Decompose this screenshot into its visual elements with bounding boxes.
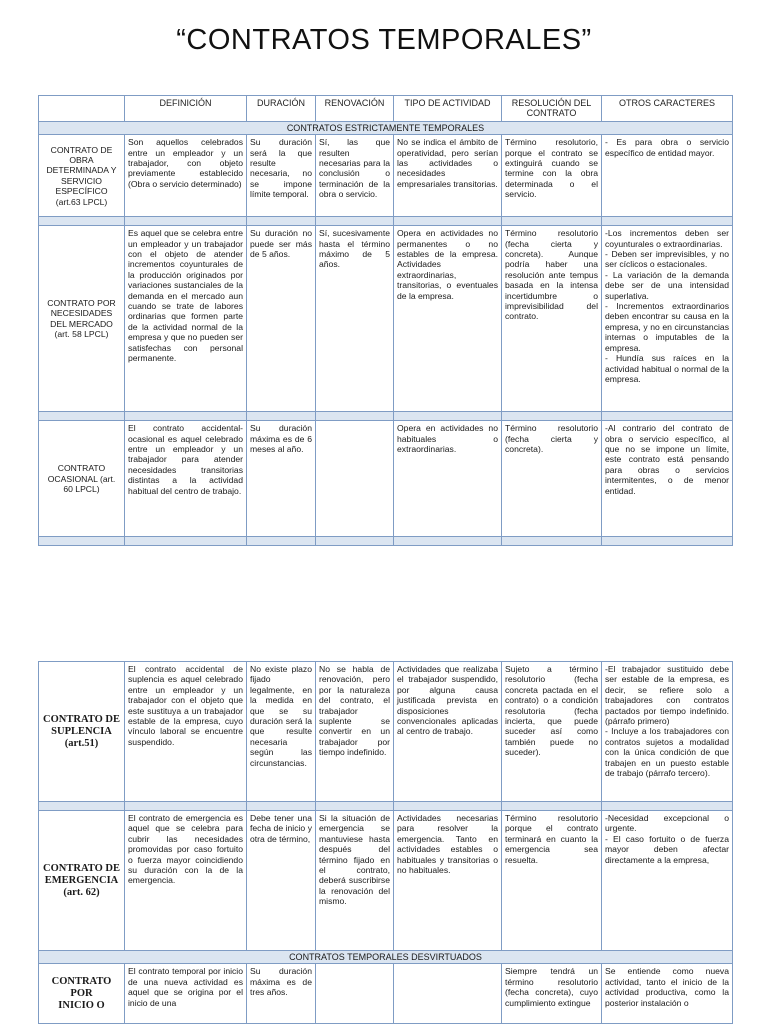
row-title-line2: (art. 62)	[63, 886, 100, 898]
cell-definicion: El contrato accidental de suplencia es aquel celebrado entre un empleador y un trabajador con el objeto que este sustituya a un trabajador estable de la empresa, cuyo vínculo laboral se encuentre suspendido.	[125, 662, 247, 802]
row-title-line1: CONTRATO DE SUPLENCIA	[43, 713, 120, 737]
header-duracion: DURACIÓN	[247, 96, 316, 122]
table-row	[39, 421, 733, 537]
header-definicion: DEFINICIÓN	[125, 96, 247, 122]
cell-duracion: No existe plazo fijado legalmente, en la medida en que se su duración será la que resulte necesaria según las circunstancias.	[247, 662, 316, 802]
table-row	[39, 811, 733, 951]
section-title: CONTRATOS ESTRICTAMENTE TEMPORALES	[39, 121, 733, 134]
row-title-line2: INICIO O	[58, 999, 105, 1011]
cell-otros: -Al contrario del contrato de obra o servicio específico, al que no se impone un límite, este contrato está pensando para obras o servicios intermitentes, o de menor entidad.	[602, 421, 733, 537]
cell-resolucion: Término resolutorio (fecha cierta y concreta). Aunque podría haber una resolución ante tempus basada en la intensa incertidumbre o imprevisibilidad del contrato.	[502, 226, 602, 412]
cell-duracion: Debe tener una fecha de inicio y otra de término,	[247, 811, 316, 951]
cell-renovacion: No se habla de renovación, pero por la naturaleza del contrato, el trabajador suplente se convertir en un trabajador por tiempo indefinido.	[316, 662, 394, 802]
header-otros: OTROS CARACTERES	[602, 96, 733, 122]
section-row-desvirtuados	[39, 951, 733, 964]
cell-definicion: Son aquellos celebrados entre un empleador y un trabajador, con objeto previamente establecido (Obra o servicio determinado)	[125, 135, 247, 217]
section-title: CONTRATOS TEMPORALES DESVIRTUADOS	[39, 951, 733, 964]
spacer-row	[39, 412, 733, 421]
table-row	[39, 135, 733, 217]
cell-duracion: Su duración máxima es de 6 meses al año.	[247, 421, 316, 537]
row-title	[39, 662, 125, 802]
header-row	[39, 96, 733, 122]
header-empty	[39, 96, 125, 122]
table-row	[39, 226, 733, 412]
row-title-line1: CONTRATO DE EMERGENCIA	[43, 862, 120, 886]
cell-duracion: Su duración máxima es de tres años.	[247, 964, 316, 1024]
header-renovacion: RENOVACIÓN	[316, 96, 394, 122]
cell-definicion: El contrato temporal por inicio de una nueva actividad es aquel que se origina por el inicio de una	[125, 964, 247, 1024]
row-title: CONTRATO DE OBRA DETERMINADA Y SERVICIO ESPECÍFICO (art.63 LPCL)	[39, 135, 125, 217]
cell-otros: -Los incrementos deben ser coyunturales o extraordinarias. - Deben ser imprevisibles, y no ser cíclicos o estacionales. - La variación de la demanda debe ser de una intensidad superlativa. - Incrementos extraordinarios deben encontrar su causa en la empresa, y no en circunstancias internas o imputables de la empresa. - Hundía sus raíces en la actividad habitual o normal de la empresa.	[602, 226, 733, 412]
page-title: “CONTRATOS TEMPORALES”	[176, 24, 592, 56]
cell-otros: -El trabajador sustituido debe ser estable de la empresa, es decir, se refiere solo a trabajadores con contratos pactados por tiempo indefinido. (párrafo primero) - Incluye a los trabajadores con contratos sujetos a modalidad con la única condición de que trabajen en un puesto estable de trabajo (párrafo tercero).	[602, 662, 733, 802]
cell-otros: Se entiende como nueva actividad, tanto el inicio de la actividad productiva, como la posterior instalación o	[602, 964, 733, 1024]
cell-renovacion: Si la situación de emergencia se mantuviese hasta después del término fijado en el contrato, deberá suscribirse la renovación del mismo.	[316, 811, 394, 951]
cell-resolucion: Término resolutorio, porque el contrato se extinguirá cuando se termine con la obra determinada o el servicio.	[502, 135, 602, 217]
cell-otros: -Necesidad excepcional o urgente. - El caso fortuito o de fuerza mayor deben afectar directamente a la empresa,	[602, 811, 733, 951]
cell-resolucion: Término resolutorio porque el contrato terminará en cuanto la emergencia sea resuelta.	[502, 811, 602, 951]
cell-otros: - Es para obra o servicio específico de entidad mayor.	[602, 135, 733, 217]
cell-actividad: Opera en actividades no habituales o extraordinarias.	[394, 421, 502, 537]
header-tipo-actividad: TIPO DE ACTIVIDAD	[394, 96, 502, 122]
cell-actividad: Actividades necesarias para resolver la emergencia. Tanto en actividades estables o habituales y transitorias o no habituales.	[394, 811, 502, 951]
cell-renovacion	[316, 964, 394, 1024]
cell-actividad: Opera en actividades no permanentes o no estables de la empresa. Actividades extraordinarias, transitorias, o eventuales de la empresa.	[394, 226, 502, 412]
cell-duracion: Su duración será la que resulte necesaria, no se impone límite temporal.	[247, 135, 316, 217]
section-row-estrictamente	[39, 121, 733, 134]
contracts-table-top	[38, 95, 733, 546]
cell-renovacion	[316, 421, 394, 537]
row-title	[39, 964, 125, 1024]
spacer-row	[39, 537, 733, 546]
cell-actividad	[394, 964, 502, 1024]
cell-actividad: No se indica el ámbito de operatividad, pero serían las actividades o necesidades empresariales transitorias.	[394, 135, 502, 217]
cell-definicion: El contrato accidental-ocasional es aquel celebrado entre un empleador y un trabajador para atender necesidades transitorias distintas a la actividad habitual del centro de trabajo.	[125, 421, 247, 537]
cell-resolucion: Sujeto a término resolutorio (fecha concreta pactada en el contrato) o a condición resolutoria (fecha incierta, que puede suceder así como también puede no suceder).	[502, 662, 602, 802]
row-title: CONTRATO OCASIONAL (art. 60 LPCL)	[39, 421, 125, 537]
spacer-row	[39, 217, 733, 226]
header-resolucion: RESOLUCIÓN DEL CONTRATO	[502, 96, 602, 122]
table-row	[39, 964, 733, 1024]
table-row	[39, 662, 733, 802]
cell-renovacion: Sí, sucesivamente hasta el término máximo de 5 años.	[316, 226, 394, 412]
cell-actividad: Actividades que realizaba el trabajador suspendido, por alguna causa justificada prevista en disposiciones convencionales aplicadas al centro de trabajo.	[394, 662, 502, 802]
row-title-line1: CONTRATO POR	[51, 975, 112, 999]
row-title: CONTRATO POR NECESIDADES DEL MERCADO (art. 58 LPCL)	[39, 226, 125, 412]
cell-definicion: El contrato de emergencia es aquel que se celebra para cubrir las necesidades promovidas por caso fortuito o fuerza mayor coincidiendo su duración con la de la emergencia.	[125, 811, 247, 951]
cell-definicion: Es aquel que se celebra entre un empleador y un trabajador con el objeto de atender incrementos coyunturales de la producción originados por variaciones sustanciales de la demanda en el mercado aun cuando se trate de labores ordinarias que formen parte de la actividad normal de la empresa y que no pueden ser satisfechas con personal permanente.	[125, 226, 247, 412]
cell-resolucion: Siempre tendrá un término resolutorio (fecha concreta), cuyo cumplimiento extingue	[502, 964, 602, 1024]
cell-renovacion: Sí, las que resulten necesarias para la conclusión o terminación de la obra o servicio.	[316, 135, 394, 217]
row-title	[39, 811, 125, 951]
spacer-row	[39, 802, 733, 811]
cell-duracion: Su duración no puede ser más de 5 años.	[247, 226, 316, 412]
contracts-table-bottom	[38, 661, 733, 1024]
row-title-line2: (art.51)	[64, 737, 99, 749]
cell-resolucion: Término resolutorio (fecha cierta y concreta).	[502, 421, 602, 537]
